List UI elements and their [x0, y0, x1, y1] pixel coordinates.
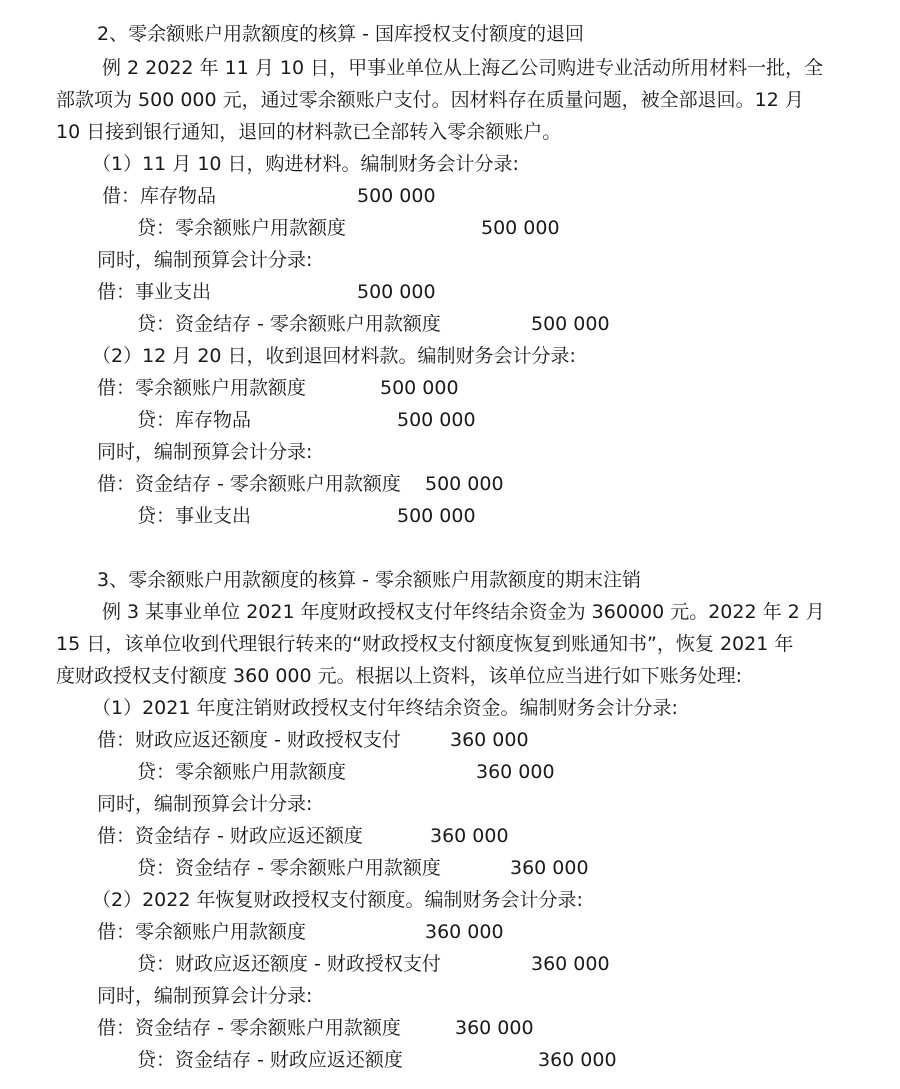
- s2-step1-bud-debit-amount: 500 000: [357, 281, 436, 303]
- s3-step2-fin-debit-amount: 360 000: [425, 921, 504, 943]
- s3-step2-budget-note: 同时，编制预算会计分录:: [97, 985, 313, 1007]
- s3-step2-bud-credit-label: 贷：资金结存 - 财政应返还额度: [137, 1049, 403, 1071]
- example-2-line-2: 部款项为 500 000 元，通过零余额账户支付。因材料存在质量问题，被全部退回。12 月: [56, 89, 804, 111]
- section-3-heading: 3、零余额账户用款额度的核算 - 零余额账户用款额度的期末注销: [97, 569, 642, 591]
- s2-step1-title: （1）11 月 10 日，购进材料。编制财务会计分录:: [92, 153, 519, 175]
- s2-step1-fin-credit-amount: 500 000: [481, 217, 560, 239]
- s2-step1-fin-debit-label: 借：库存物品: [102, 185, 217, 207]
- s3-step2-fin-debit-label: 借：零余额账户用款额度: [97, 921, 307, 943]
- s2-step1-bud-debit-label: 借：事业支出: [97, 281, 212, 303]
- s2-step2-bud-credit-label: 贷：事业支出: [137, 505, 252, 527]
- s3-step1-bud-credit-label: 贷：资金结存 - 零余额账户用款额度: [137, 857, 441, 879]
- s3-step1-title: （1）2021 年度注销财政授权支付年终结余资金。编制财务会计分录:: [92, 697, 678, 719]
- s2-step2-budget-note: 同时，编制预算会计分录:: [97, 441, 313, 463]
- s3-step2-fin-credit-label: 贷：财政应返还额度 - 财政授权支付: [137, 953, 441, 975]
- s3-step2-bud-debit-amount: 360 000: [455, 1017, 534, 1039]
- s3-step1-bud-credit-amount: 360 000: [510, 857, 589, 879]
- s3-step1-fin-credit-label: 贷：零余额账户用款额度: [137, 761, 347, 783]
- s3-step1-fin-debit-amount: 360 000: [450, 729, 529, 751]
- s2-step1-fin-debit-amount: 500 000: [357, 185, 436, 207]
- example-2-line-3: 10 日接到银行通知，退回的材料款已全部转入零余额账户。: [56, 121, 562, 143]
- s2-step2-bud-debit-amount: 500 000: [425, 473, 504, 495]
- s2-step1-bud-credit-amount: 500 000: [531, 313, 610, 335]
- s3-step1-bud-debit-label: 借：资金结存 - 财政应返还额度: [97, 825, 363, 847]
- s3-step1-fin-credit-amount: 360 000: [476, 761, 555, 783]
- s3-step1-bud-debit-amount: 360 000: [430, 825, 509, 847]
- s2-step2-bud-credit-amount: 500 000: [397, 505, 476, 527]
- s3-step2-bud-debit-label: 借：资金结存 - 零余额账户用款额度: [97, 1017, 401, 1039]
- example-3-line-3: 度财政授权支付额度 360 000 元。根据以上资料，该单位应当进行如下账务处理:: [56, 665, 743, 687]
- example-3-line-1: 例 3 某事业单位 2021 年度财政授权支付年终结余资金为 360000 元。2022 年 2 月: [102, 601, 825, 623]
- s2-step2-fin-credit-amount: 500 000: [397, 409, 476, 431]
- example-3-line-2: 15 日，该单位收到代理银行转来的“财政授权支付额度恢复到账通知书”，恢复 2021 年: [56, 633, 794, 655]
- s3-step1-budget-note: 同时，编制预算会计分录:: [97, 793, 313, 815]
- example-2-line-1: 例 2 2022 年 11 月 10 日，甲事业单位从上海乙公司购进专业活动所用材料一批，全: [102, 57, 824, 79]
- s2-step1-fin-credit-label: 贷：零余额账户用款额度: [137, 217, 347, 239]
- s2-step2-fin-debit-label: 借：零余额账户用款额度: [97, 377, 307, 399]
- section-2-heading: 2、零余额账户用款额度的核算 - 国库授权支付额度的退回: [97, 23, 585, 45]
- s2-step2-title: （2）12 月 20 日，收到退回材料款。编制财务会计分录:: [92, 345, 576, 367]
- s2-step1-budget-note: 同时，编制预算会计分录:: [97, 249, 313, 271]
- s3-step2-title: （2）2022 年恢复财政授权支付额度。编制财务会计分录:: [92, 889, 583, 911]
- s3-step2-bud-credit-amount: 360 000: [538, 1049, 617, 1071]
- s2-step2-fin-credit-label: 贷：库存物品: [137, 409, 252, 431]
- s3-step2-fin-credit-amount: 360 000: [531, 953, 610, 975]
- s2-step2-bud-debit-label: 借：资金结存 - 零余额账户用款额度: [97, 473, 401, 495]
- s3-step1-fin-debit-label: 借：财政应返还额度 - 财政授权支付: [97, 729, 401, 751]
- s2-step1-bud-credit-label: 贷：资金结存 - 零余额账户用款额度: [137, 313, 441, 335]
- s2-step2-fin-debit-amount: 500 000: [380, 377, 459, 399]
